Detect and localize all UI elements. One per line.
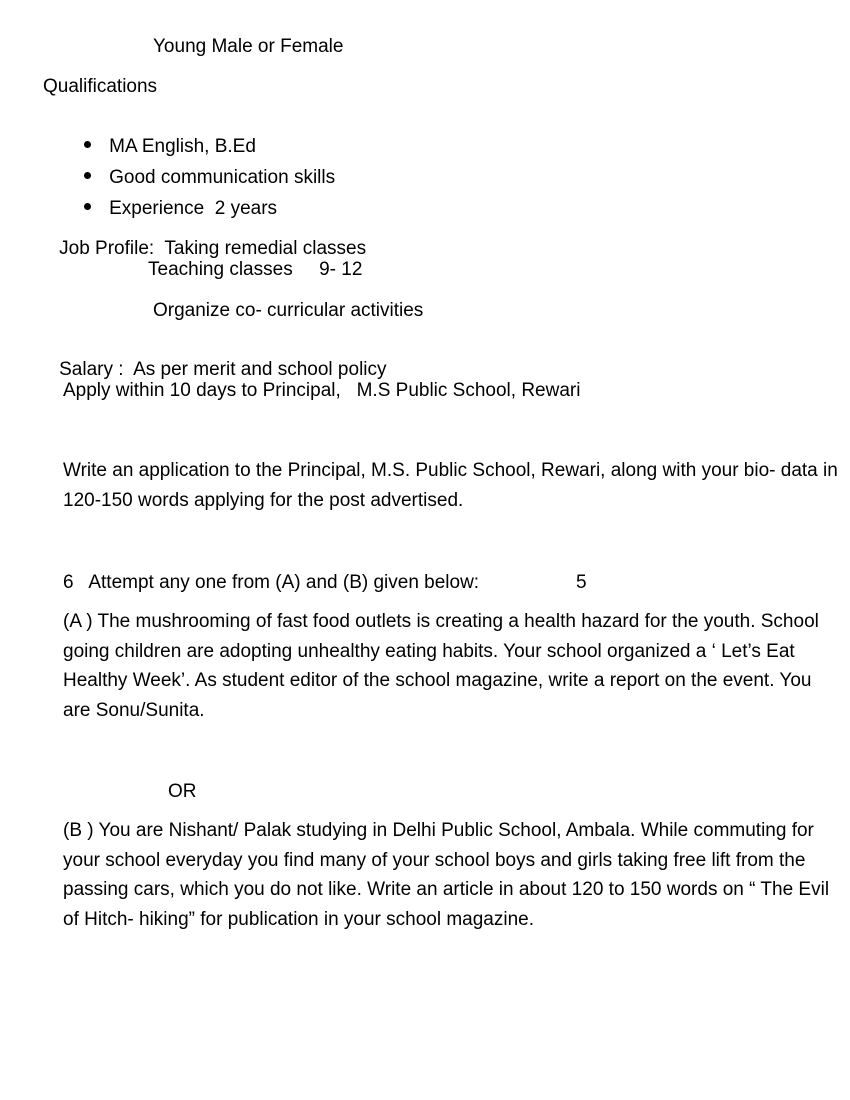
question-6-option-b: (B ) You are Nishant/ Palak studying in Delhi Public School, Ambala. While commuting for your school everyday you find many of your school boys and girls taking free lift from the passing cars, which you do not like. Write an article in about 120 to 150 words on “ The Evil of Hitch- hiking” for publication in your school magazine. (63, 820, 830, 930)
gender-line: Young Male or Female (153, 36, 344, 57)
question-5-text: Write an application to the Principal, M.S. Public School, Rewari, along with your bio- data in 120-150 words applying for the post advertised. (63, 460, 838, 511)
apply-line: Apply within 10 days to Principal, M.S Public School, Rewari (63, 380, 581, 401)
job-profile-item: Teaching classes 9- 12 (148, 259, 363, 280)
or-label: OR (168, 781, 197, 802)
qualifications-heading: Qualifications (43, 76, 158, 97)
bullet-icon (84, 172, 91, 179)
job-profile-label: Job Profile: (59, 238, 155, 259)
job-profile-item: Organize co- curricular activities (153, 300, 424, 321)
question-6-marks: 5 (576, 572, 587, 593)
qualification-text: Experience 2 years (109, 198, 278, 219)
job-profile-item: Taking remedial classes (164, 238, 367, 259)
question-6-option-a: (A ) The mushrooming of fast food outlets is creating a health hazard for the youth. School going children are adopting unhealthy eating habits. Your school organized a ‘ Let’s Eat Healthy Week’. As student editor of the school magazine, write a report on the event. You are Sonu/Sunita. (63, 611, 819, 721)
question-6-heading: 6 Attempt any one from (A) and (B) given below: (63, 572, 480, 593)
salary-value: As per merit and school policy (133, 359, 387, 380)
qualification-text: Good communication skills (109, 167, 336, 188)
bullet-icon (84, 203, 91, 210)
qualification-text: MA English, B.Ed (109, 136, 256, 157)
salary-label: Salary : (59, 359, 124, 380)
bullet-icon (84, 141, 91, 148)
